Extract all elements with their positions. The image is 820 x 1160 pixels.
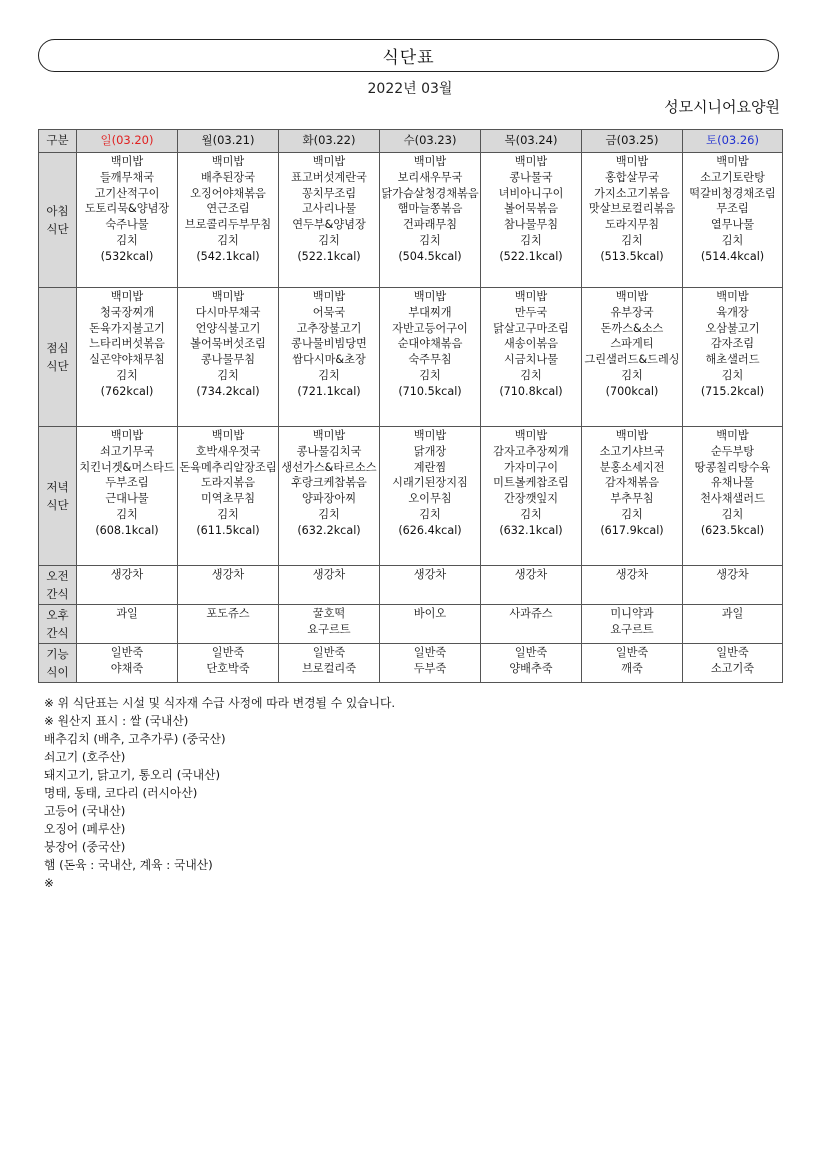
menu-cell	[279, 427, 380, 566]
menu-item: 김치	[520, 368, 542, 382]
menu-item: 만두국	[514, 305, 548, 319]
menu-item: 백미밥	[110, 429, 144, 442]
day-header-sunday: 일(03.20)	[77, 130, 178, 153]
menu-item: 오삼불고기	[705, 321, 760, 335]
menu-cell	[178, 153, 279, 288]
menu-item: 닭가슴살청경채볶음	[381, 186, 479, 200]
menu-item: 돈까스&소스	[600, 321, 664, 335]
menu-cell	[582, 427, 683, 566]
menu-cell	[279, 288, 380, 427]
menu-item: (532kcal)	[100, 249, 154, 263]
menu-item: 미역초무침	[200, 492, 256, 506]
menu-item: 자반고등어구이	[392, 321, 468, 335]
menu-item: 표고버섯계란국	[291, 170, 367, 184]
menu-item: 두부죽	[413, 661, 447, 675]
menu-item: 꿀호떡	[312, 607, 346, 620]
menu-item: (626.4kcal)	[398, 523, 462, 537]
menu-item: 연근조림	[206, 202, 250, 216]
menu-item: 고사리나물	[301, 202, 357, 216]
menu-cell	[77, 644, 178, 683]
menu-item: 김치	[520, 233, 542, 247]
menu-item: 백미밥	[312, 429, 346, 442]
menu-item: 김치	[721, 507, 744, 521]
menu-item: 김치	[116, 233, 138, 247]
menu-item: 닭살고구마조림	[493, 321, 569, 335]
menu-item: 스파게티	[610, 337, 654, 351]
menu-item: 백미밥	[413, 290, 447, 303]
menu-item: 바이오	[413, 607, 447, 620]
row-label: 오전 간식	[39, 566, 77, 605]
menu-item: 과일	[116, 607, 138, 620]
menu-month: 2022년 03월	[367, 81, 453, 97]
menu-item: 김치	[721, 368, 744, 382]
menu-item: 김치	[721, 233, 744, 247]
note-line: 붕장어 (중국산)	[44, 840, 126, 854]
menu-item: 도라지볶음	[200, 476, 256, 490]
menu-item: 언양식불고기	[195, 321, 261, 335]
menu-item: (632.2kcal)	[297, 523, 361, 537]
menu-item: 유부장국	[610, 305, 654, 319]
menu-item: 느타리버섯볶음	[89, 337, 165, 351]
menu-item: 김치	[116, 368, 138, 382]
menu-item: 오이무침	[408, 492, 452, 506]
menu-item: 땅콩칠리탕수육	[694, 460, 771, 474]
day-header-friday: 금(03.25)	[582, 130, 683, 153]
menu-cell	[279, 153, 380, 288]
menu-item: 도토리묵&양념장	[84, 202, 170, 216]
menu-item: 김치	[217, 507, 239, 521]
table-header-row	[39, 130, 783, 153]
menu-cell	[178, 644, 279, 683]
menu-item: 육개장	[716, 305, 749, 319]
day-header-saturday: 토(03.26)	[683, 130, 783, 153]
note-line: ※ 원산지 표시 : 쌀 (국내산)	[44, 714, 189, 728]
note-line: ※	[44, 876, 54, 890]
menu-item: 계란찜	[413, 460, 447, 474]
day-header-monday: 월(03.21)	[178, 130, 279, 153]
menu-item: 고추장불고기	[296, 321, 362, 335]
menu-item: (514.4kcal)	[700, 249, 765, 263]
menu-item: (632.1kcal)	[499, 523, 563, 537]
menu-item: 김치	[419, 368, 441, 382]
menu-cell	[380, 288, 481, 427]
menu-item: 백미밥	[514, 429, 548, 442]
menu-cell	[582, 644, 683, 683]
menu-item: 김치	[217, 233, 239, 247]
menu-item: 백미밥	[514, 290, 548, 303]
menu-item: 김치	[318, 507, 340, 521]
menu-item: (522.1kcal)	[297, 249, 361, 263]
row-label: 저녁 식단	[39, 427, 77, 566]
menu-cell	[582, 288, 683, 427]
menu-item: 콩나물김치국	[296, 444, 362, 458]
menu-cell	[683, 644, 783, 683]
menu-item: 백미밥	[211, 155, 245, 168]
menu-item: 볼어묵볶음	[503, 202, 559, 216]
menu-item: 순대야채볶음	[397, 337, 463, 351]
menu-cell	[683, 427, 783, 566]
menu-item: 보리새우무국	[397, 170, 463, 184]
note-line: 명태, 동태, 코다리 (러시아산)	[44, 786, 198, 800]
menu-item: 요구르트	[307, 622, 351, 636]
menu-cell	[77, 566, 178, 605]
row-label: 기능 식이	[39, 644, 77, 683]
dinner-row	[39, 427, 783, 566]
menu-item: 닭개장	[413, 444, 447, 458]
menu-cell	[683, 288, 783, 427]
menu-cell	[683, 566, 783, 605]
menu-item: 깨죽	[621, 661, 643, 675]
menu-item: 배추된장국	[200, 170, 256, 184]
corner-header: 구분	[39, 130, 77, 153]
menu-cell	[77, 153, 178, 288]
menu-item: 백미밥	[312, 155, 346, 168]
menu-cell	[77, 427, 178, 566]
menu-item: 고기산적구이	[94, 186, 160, 200]
menu-item: 맛살브로컬리볶음	[588, 202, 676, 216]
note-line: 돼지고기, 닭고기, 통오리 (국내산)	[44, 768, 221, 782]
note-line: 고등어 (국내산)	[44, 804, 126, 818]
menu-item: 양파장아찌	[301, 492, 357, 506]
menu-item: (700kcal)	[605, 384, 659, 398]
menu-item: 단호박죽	[206, 661, 250, 675]
menu-item: 부추무침	[610, 492, 654, 506]
menu-item: 어묵국	[312, 305, 346, 319]
menu-item: 볼어묵버섯조림	[190, 337, 266, 351]
menu-item: 김치	[621, 507, 643, 521]
menu-item: 쇠고기무국	[99, 444, 155, 458]
menu-item: 천사채샐러드	[700, 492, 765, 506]
lunch-row	[39, 288, 783, 427]
menu-item: 백미밥	[716, 290, 749, 303]
menu-item: 브로콜리두부무침	[184, 218, 272, 232]
menu-cell	[481, 605, 582, 644]
menu-item: 백미밥	[110, 290, 144, 303]
menu-item: 오징어야채볶음	[190, 186, 266, 200]
menu-item: (513.5kcal)	[600, 249, 664, 263]
menu-cell	[683, 153, 783, 288]
menu-cell	[77, 288, 178, 427]
menu-item: 김치	[520, 507, 542, 521]
menu-item: 백미밥	[110, 155, 144, 168]
menu-item: 해초샐러드	[705, 353, 760, 367]
menu-cell	[481, 644, 582, 683]
menu-item: 간장깻잎지	[503, 492, 559, 506]
menu-item: (504.5kcal)	[398, 249, 462, 263]
menu-cell	[582, 153, 683, 288]
menu-item: 백미밥	[615, 290, 649, 303]
menu-item: 생선가스&타르소스	[281, 460, 377, 474]
menu-item: 김치	[116, 507, 138, 521]
menu-item: 생강차	[110, 568, 144, 581]
menu-cell	[77, 605, 178, 644]
menu-cell	[279, 644, 380, 683]
notes-section	[44, 694, 395, 892]
menu-item: 분홍소세지전	[599, 460, 665, 474]
menu-item: 떡갈비청경채조림	[689, 186, 776, 200]
menu-item: 백미밥	[514, 155, 548, 168]
menu-item: 백미밥	[211, 429, 245, 442]
menu-item: 콩나물국	[509, 170, 553, 184]
menu-item: (617.9kcal)	[600, 523, 664, 537]
menu-item: 돈육가지불고기	[89, 321, 165, 335]
menu-item: 요구르트	[610, 622, 654, 636]
menu-item: 연두부&양념장	[292, 218, 366, 232]
menu-cell	[380, 427, 481, 566]
note-line: 햄 (돈육 : 국내산, 계육 : 국내산)	[44, 858, 213, 872]
menu-item: 백미밥	[716, 155, 749, 168]
menu-item: 햄마늘쫑볶음	[397, 202, 463, 216]
menu-item: 일반죽	[312, 646, 346, 659]
breakfast-row	[39, 153, 783, 288]
menu-item: 백미밥	[211, 290, 245, 303]
menu-item: (734.2kcal)	[196, 384, 260, 398]
menu-item: 과일	[721, 607, 744, 620]
menu-item: 소고기샤브국	[599, 444, 665, 458]
row-label: 점심 식단	[39, 288, 77, 427]
menu-item: 돈육메추리알장조림	[179, 460, 277, 474]
menu-item: 미니약과	[610, 607, 654, 620]
menu-item: 백미밥	[312, 290, 346, 303]
afternoon-snack-row	[39, 605, 783, 644]
menu-item: 녀비아니구이	[498, 186, 564, 200]
menu-item: 생강차	[615, 568, 649, 581]
menu-item: 일반죽	[514, 646, 548, 659]
menu-cell	[582, 605, 683, 644]
menu-item: 건파래무침	[402, 218, 458, 232]
menu-item: 시래기된장지짐	[392, 476, 468, 490]
menu-item: 감자고추장찌개	[493, 444, 569, 458]
row-label: 오후 간식	[39, 605, 77, 644]
day-header-thursday: 목(03.24)	[481, 130, 582, 153]
menu-item: 일반죽	[716, 646, 749, 659]
menu-item: 두부조림	[105, 476, 149, 490]
menu-item: 숙주무침	[408, 353, 452, 367]
menu-cell	[481, 153, 582, 288]
menu-item: (611.5kcal)	[196, 523, 260, 537]
meal-table	[38, 129, 783, 683]
menu-cell	[279, 605, 380, 644]
menu-item: 백미밥	[615, 429, 649, 442]
menu-item: 브로컬리죽	[301, 661, 357, 675]
menu-item: (522.1kcal)	[499, 249, 563, 263]
menu-item: 들깨무채국	[99, 170, 155, 184]
menu-item: 유채나물	[710, 476, 755, 490]
menu-item: 생강차	[514, 568, 548, 581]
page-title: 식단표	[382, 48, 435, 68]
menu-item: 야채죽	[110, 661, 144, 675]
menu-item: 김치	[419, 233, 441, 247]
row-label: 아침 식단	[39, 153, 77, 288]
menu-cell	[279, 566, 380, 605]
menu-item: 김치	[318, 233, 340, 247]
menu-cell	[683, 605, 783, 644]
menu-item: (721.1kcal)	[297, 384, 361, 398]
note-line: 쇠고기 (호주산)	[44, 750, 126, 764]
menu-item: 소고기토란탕	[700, 170, 765, 184]
note-line: ※ 위 식단표는 시설 및 식자재 수급 사정에 따라 변경될 수 있습니다.	[44, 696, 396, 710]
menu-cell	[178, 427, 279, 566]
menu-item: 생강차	[413, 568, 447, 581]
menu-item: (608.1kcal)	[95, 523, 159, 537]
note-line: 오징어 (페루산)	[44, 822, 126, 836]
menu-item: (710.8kcal)	[499, 384, 563, 398]
menu-item: 포도쥬스	[206, 607, 250, 620]
menu-item: 꽁치무조림	[301, 186, 357, 200]
menu-cell	[380, 153, 481, 288]
menu-item: 백미밥	[413, 155, 447, 168]
menu-cell	[582, 566, 683, 605]
menu-item: 새송이볶음	[503, 337, 559, 351]
menu-item: 일반죽	[211, 646, 245, 659]
title-banner	[38, 39, 779, 72]
menu-item: 후랑크케찹볶음	[291, 476, 367, 490]
special-diet-row	[39, 644, 783, 683]
menu-item: 김치	[419, 507, 441, 521]
menu-item: 일반죽	[413, 646, 447, 659]
morning-snack-row	[39, 566, 783, 605]
menu-item: 김치	[318, 368, 340, 382]
menu-item: 콩나물무침	[200, 353, 256, 367]
menu-item: 호박새우젓국	[195, 444, 261, 458]
menu-item: 백미밥	[615, 155, 649, 168]
menu-item: 홍합살무국	[604, 170, 660, 184]
menu-item: 숙주나물	[105, 218, 149, 232]
menu-item: 그린샐러드&드레싱	[584, 353, 680, 367]
menu-item: 무조림	[716, 202, 749, 216]
menu-item: 생강차	[312, 568, 346, 581]
menu-item: 미트볼케찹조림	[493, 476, 569, 490]
menu-item: 감자조림	[710, 337, 755, 351]
menu-item: 김치	[217, 368, 239, 382]
menu-cell	[380, 605, 481, 644]
menu-item: 콩나물비빔당면	[291, 337, 367, 351]
menu-cell	[178, 288, 279, 427]
menu-item: (710.5kcal)	[398, 384, 462, 398]
menu-item: 백미밥	[716, 429, 749, 442]
menu-cell	[380, 644, 481, 683]
menu-item: 치킨너겟&머스타드	[79, 460, 175, 474]
menu-item: 청국장찌개	[99, 305, 155, 319]
menu-item: 김치	[621, 368, 643, 382]
menu-item: (715.2kcal)	[700, 384, 765, 398]
day-header-wednesday: 수(03.23)	[380, 130, 481, 153]
menu-item: 김치	[621, 233, 643, 247]
menu-cell	[481, 427, 582, 566]
menu-item: 사과쥬스	[509, 607, 553, 620]
menu-item: 가지소고기볶음	[594, 186, 670, 200]
menu-item: 가자미구이	[503, 460, 559, 474]
menu-cell	[178, 566, 279, 605]
facility-name: 성모시니어요양원	[664, 98, 780, 116]
menu-cell	[481, 288, 582, 427]
menu-item: 부대찌개	[408, 305, 452, 319]
menu-cell	[481, 566, 582, 605]
menu-item: 감자채볶음	[604, 476, 660, 490]
menu-item: 생강차	[211, 568, 245, 581]
menu-item: 근대나물	[105, 492, 149, 506]
menu-cell	[380, 566, 481, 605]
day-header-tuesday: 화(03.22)	[279, 130, 380, 153]
menu-item: 생강차	[716, 568, 749, 581]
menu-item: 일반죽	[615, 646, 649, 659]
menu-item: 실곤약야채무침	[89, 353, 165, 367]
menu-item: 열무나물	[710, 218, 755, 232]
menu-item: 도라지무침	[604, 218, 660, 232]
menu-item: (542.1kcal)	[196, 249, 260, 263]
menu-item: (623.5kcal)	[700, 523, 765, 537]
note-line: 배추김치 (배추, 고추가루) (중국산)	[44, 732, 226, 746]
menu-item: 일반죽	[110, 646, 144, 659]
menu-item: 백미밥	[413, 429, 447, 442]
menu-item: 시금치나물	[503, 353, 559, 367]
menu-item: 순두부탕	[710, 444, 755, 458]
menu-cell	[178, 605, 279, 644]
menu-item: 양배추죽	[509, 661, 553, 675]
menu-item: 참나물무침	[503, 218, 559, 232]
menu-item: 다시마무채국	[195, 305, 261, 319]
menu-item: (762kcal)	[100, 384, 154, 398]
menu-item: 소고기죽	[710, 661, 755, 675]
menu-item: 쌈다시마&초장	[292, 353, 366, 367]
